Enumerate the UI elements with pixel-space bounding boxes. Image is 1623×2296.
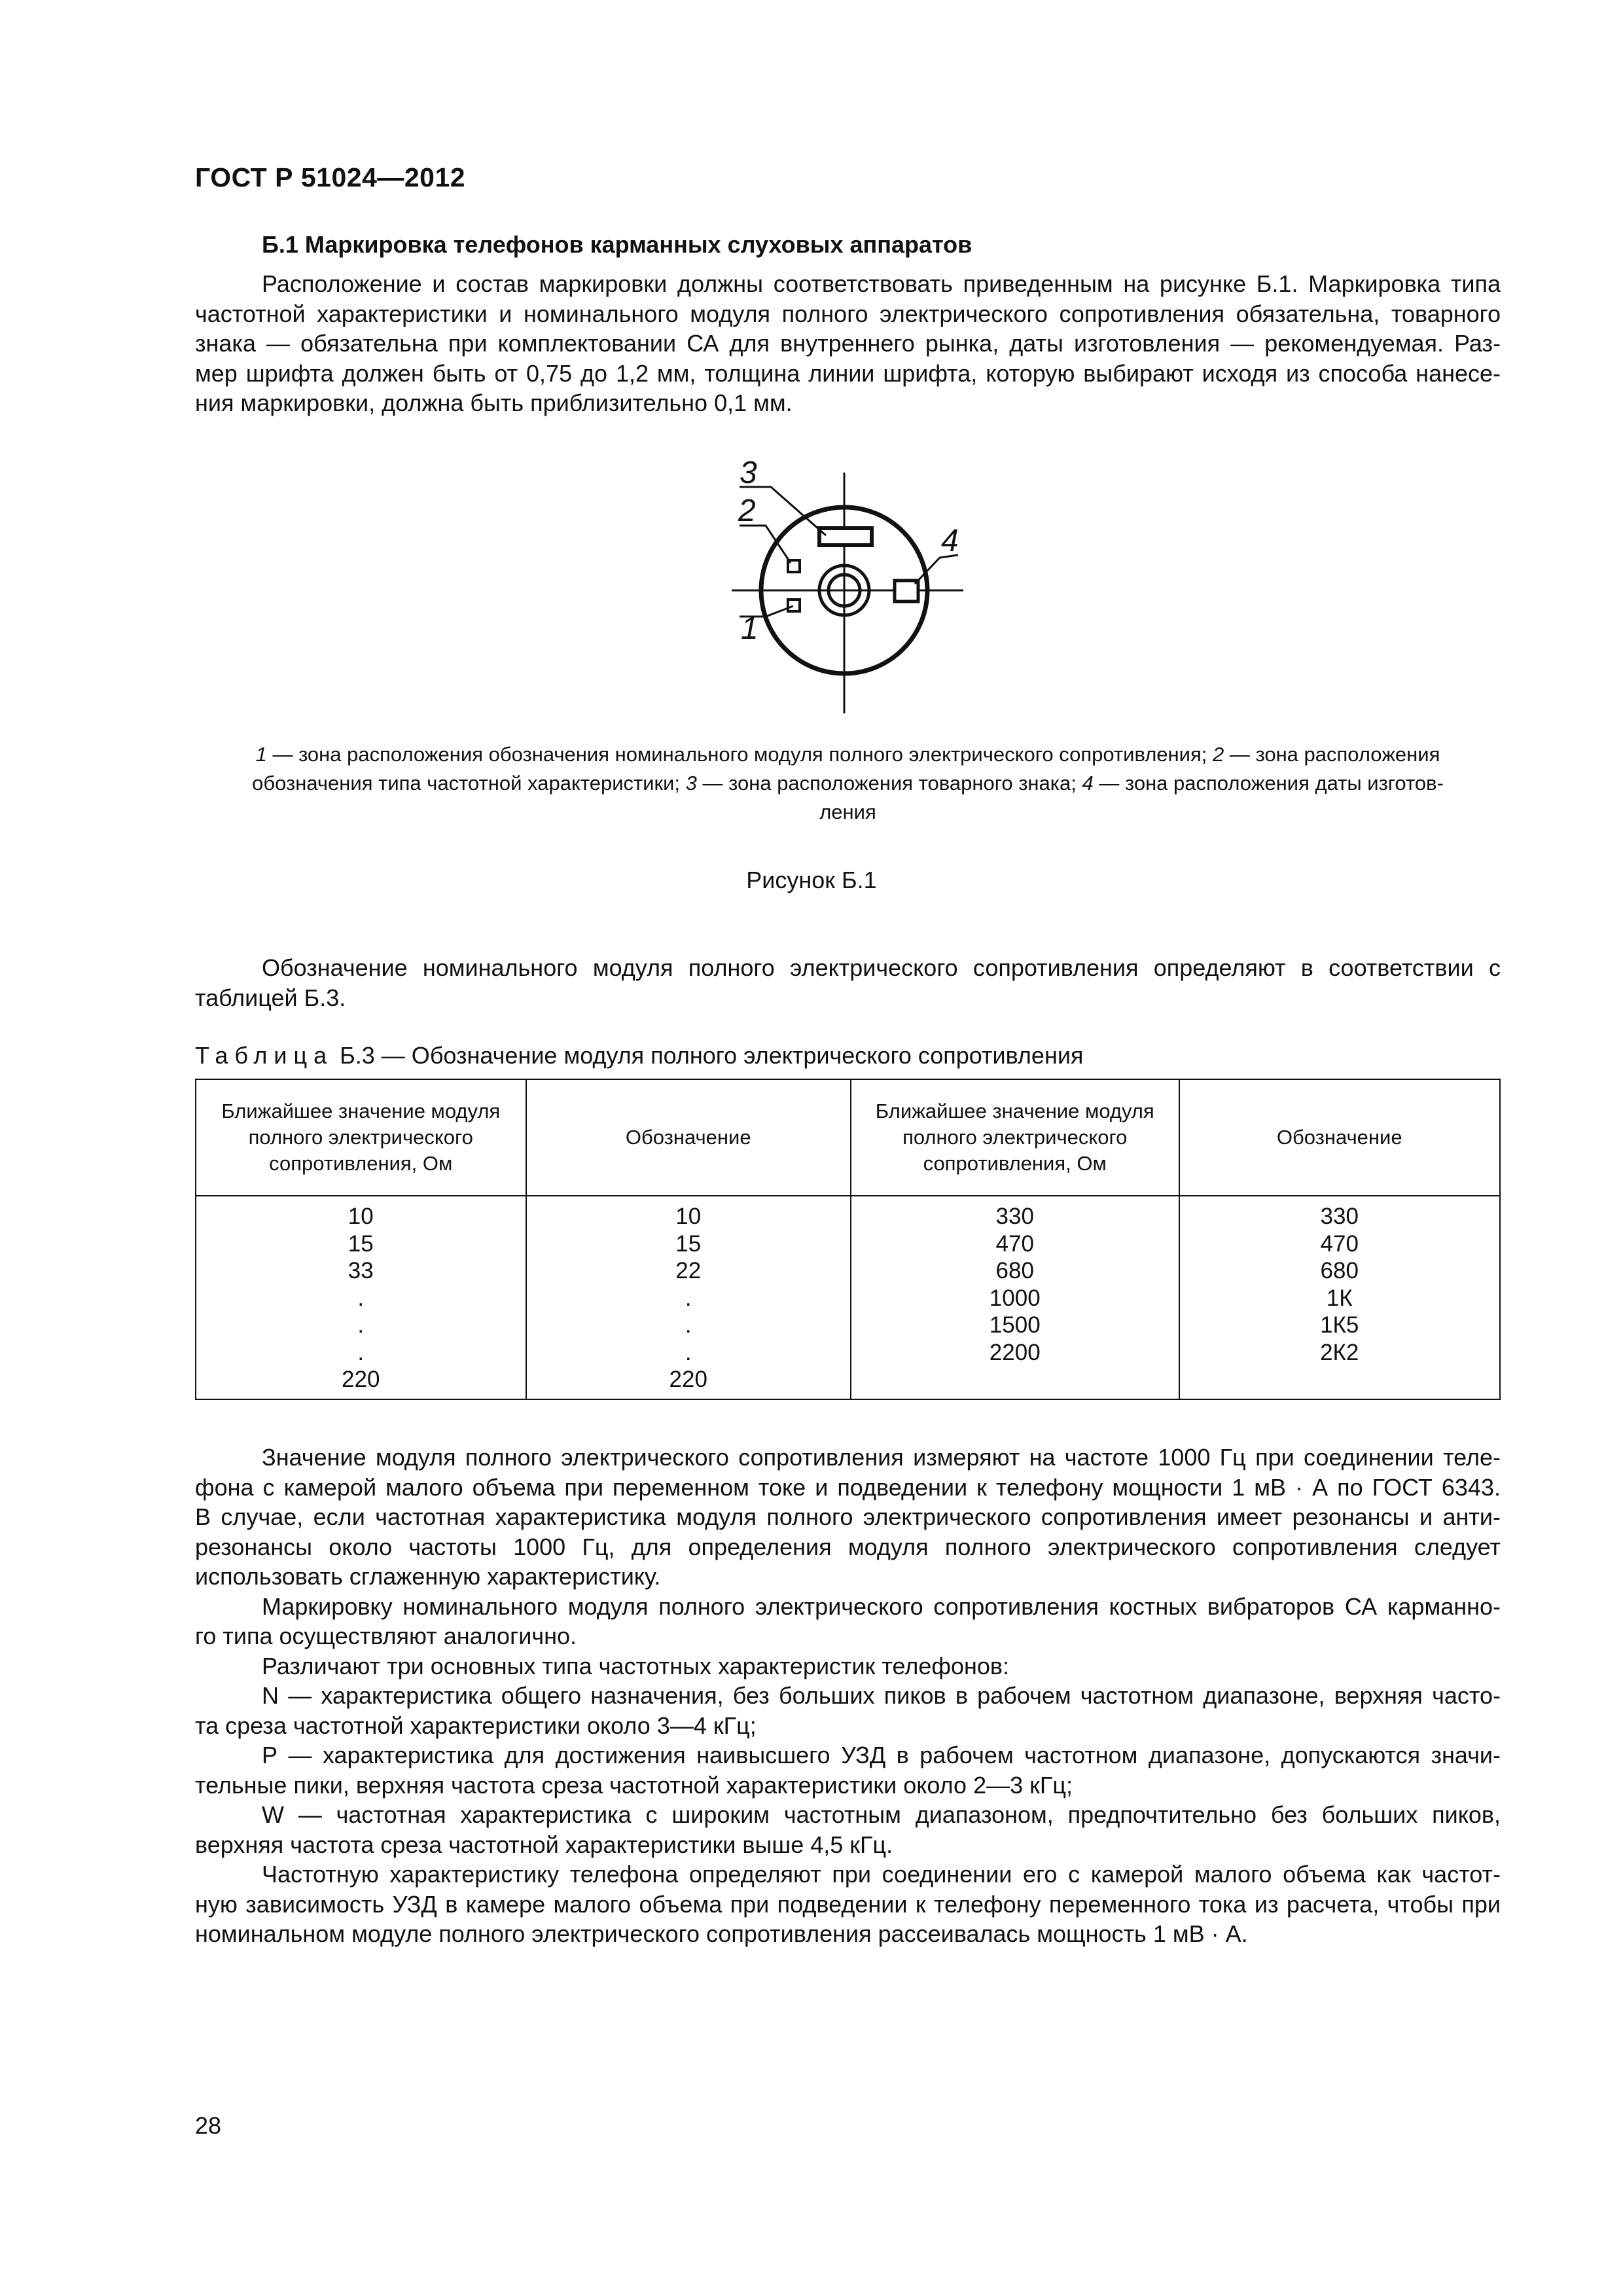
- text-line: верхняя частота среза частотной характеристики выше 4,5 кГц.: [195, 1831, 893, 1858]
- zone-1-square: [788, 600, 800, 611]
- text-line: Частотную характеристику телефона определяют при соединении его с камерой малого объема как частот-: [262, 1861, 1501, 1888]
- table-column-values-2: 330 470 680 1000 1500 2200: [851, 1196, 1179, 1399]
- figure-label-1: 1: [741, 611, 758, 646]
- page-number: 28: [195, 2112, 222, 2139]
- text-line: номинальном модуле полного электрического сопротивления рассеивалась мощность 1 мВ · А.: [195, 1920, 1248, 1947]
- legend-line: 1 — зона расположения обозначения номинального модуля полного электрического сопротивления; 2 — зона расположения: [255, 743, 1440, 766]
- text-line: В случае, если частотная характеристика модуля полного электрического сопротивления имеет резонансы и анти-: [195, 1503, 1501, 1530]
- text-line: W — частотная характеристика с широким частотным диапазоном, предпочтительно без больших пиков,: [262, 1801, 1501, 1828]
- text-line: таблицей Б.3.: [195, 984, 346, 1011]
- text-line: знака — обязательна при комплектовании СА для внутреннего рынка, даты изготовления — рекомендуемая. Раз-: [195, 330, 1501, 357]
- figure-title: Рисунок Б.1: [746, 867, 877, 893]
- text-line: Обозначение номинального модуля полного электрического сопротивления определяют в соответствии с: [262, 954, 1501, 981]
- text-line: ния маркировки, должна быть приблизительно 0,1 мм.: [195, 389, 793, 416]
- text-line: Маркировку номинального модуля полного электрического сопротивления костных вибраторов СА карманно-: [262, 1592, 1501, 1620]
- figure-label-2: 2: [738, 493, 756, 528]
- table-reference-paragraph: [195, 953, 1501, 1013]
- text-line: Значение модуля полного электрического сопротивления измеряют на частоте 1000 Гц при соединении теле-: [262, 1444, 1501, 1471]
- figure-b1-diagram: [720, 445, 1060, 726]
- zone-3-rect: [819, 528, 872, 545]
- table-column-designations-2: 330 470 680 1К 1К5 2К2: [1179, 1196, 1501, 1399]
- document-header: ГОСТ Р 51024—2012: [195, 162, 466, 192]
- text-line: Различают три основных типа частотных характеристик телефонов:: [262, 1652, 1010, 1679]
- text-line: го типа осуществляют аналогично.: [195, 1623, 577, 1649]
- header-cell-nearest-value-1: Ближайшее значение модуля полного электрического сопротивления, Ом: [196, 1079, 526, 1196]
- header-cell-designation-2: Обозначение: [1179, 1079, 1501, 1196]
- table-column-designations-1: 10 15 22 . . . 220: [526, 1196, 851, 1399]
- table-body-row: [196, 1196, 1500, 1399]
- text-line: фона с камерой малого объема при переменном токе и подведении к телефону мощности 1 мВ · А по ГОСТ 6343.: [195, 1473, 1501, 1501]
- header-cell-designation-1: Обозначение: [526, 1079, 851, 1196]
- body-text: [195, 1443, 1501, 1949]
- section-title: Б.1 Маркировка телефонов карманных слуховых аппаратов: [262, 231, 972, 258]
- header-cell-nearest-value-2: Ближайшее значение модуля полного электрического сопротивления, Ом: [851, 1079, 1179, 1196]
- table-title: Таблица Б.3 — Обозначение модуля полного электрического сопротивления: [195, 1042, 1084, 1069]
- text-line: Расположение и состав маркировки должны соответствовать приведенным на рисунке Б.1. Маркировка типа: [262, 270, 1501, 297]
- intro-paragraph: [195, 269, 1501, 418]
- table-header-row: [196, 1079, 1500, 1196]
- text-line: ную зависимость УЗД в камере малого объема при подведении к телефону переменного тока из расчета, чтобы при: [195, 1890, 1501, 1918]
- text-line: Р — характеристика для достижения наивысшего УЗД в рабочем частотном диапазоне, допускаются значи-: [262, 1742, 1501, 1768]
- impedance-table: [195, 1079, 1501, 1400]
- zone-4-square: [895, 581, 918, 601]
- text-line: резонансы около частоты 1000 Гц, для определения модуля полного электрического сопротивления следует: [195, 1533, 1501, 1560]
- text-line: частотной характеристики и номинального модуля полного электрического сопротивления обязательна, товарного: [195, 300, 1501, 327]
- figure-legend: [195, 740, 1501, 827]
- text-line: использовать сглаженную характеристику.: [195, 1563, 661, 1590]
- text-line: N — характеристика общего назначения, без больших пиков в рабочем частотном диапазоне, верхняя часто-: [262, 1682, 1501, 1709]
- text-line: мер шрифта должен быть от 0,75 до 1,2 мм, толщина линии шрифта, которую выбирают исходя из способа нанесе-: [195, 359, 1501, 387]
- legend-line: ления: [819, 800, 876, 823]
- table-column-values-1: 10 15 33 . . . 220: [196, 1196, 526, 1399]
- text-line: тельные пики, верхняя частота среза частотной характеристики около 2—3 кГц;: [195, 1771, 1073, 1799]
- legend-line: обозначения типа частотной характеристики; 3 — зона расположения товарного знака; 4 — зона расположения даты изготов-: [252, 772, 1444, 795]
- text-line: та среза частотной характеристики около 3—4 кГц;: [195, 1712, 757, 1739]
- figure-label-3: 3: [740, 456, 757, 490]
- figure-label-4: 4: [941, 524, 959, 558]
